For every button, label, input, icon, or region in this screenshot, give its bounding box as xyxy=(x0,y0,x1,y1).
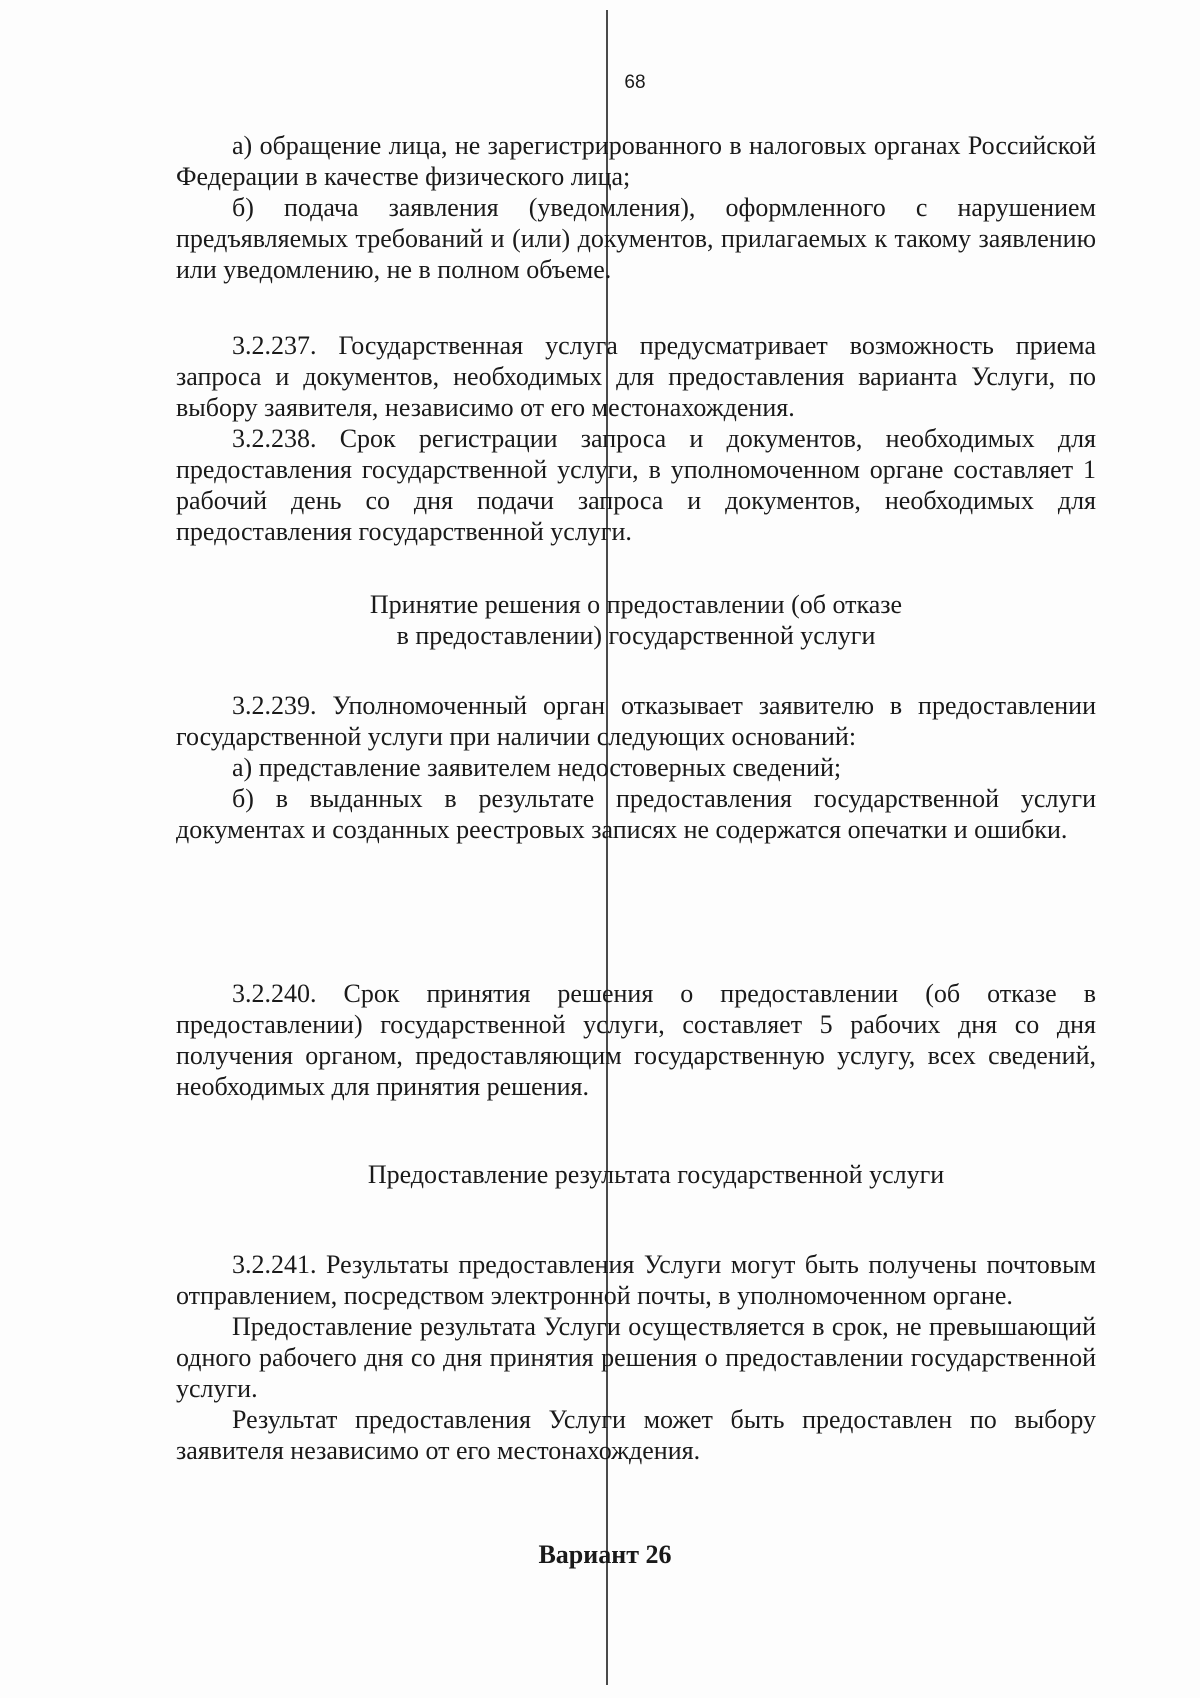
paragraph-3-2-241: 3.2.241. Результаты предоставления Услуги могут быть получены почтовым отправлением, посредством электронной почты, в уполномоченном органе. xyxy=(176,1250,1096,1310)
paragraph-3-2-237: 3.2.237. Государственная услуга предусматривает возможность приема запроса и документов, необходимых для предоставления варианта Услуги, по выбору заявителя, независимо от его местонахождения. xyxy=(176,331,1096,422)
list-item: а) представление заявителем недостоверных сведений; xyxy=(232,753,842,782)
section-heading-decision xyxy=(176,589,1096,651)
list-item: а) обращение лица, не зарегистрированного в налоговых органах Российской Федерации в качестве физического лица; xyxy=(176,131,1096,191)
page-number: 68 xyxy=(624,72,646,93)
paragraph-3-2-240: 3.2.240. Срок принятия решения о предоставлении (об отказе в предоставлении) государственной услуги, составляет 5 рабочих дня со дня получения органом, предоставляющим государственную услугу, всех сведений, необходимых для принятия решения. xyxy=(176,979,1096,1101)
refusal-grounds-list xyxy=(176,130,1096,285)
paragraph-3-2-238: 3.2.238. Срок регистрации запроса и документов, необходимых для предоставления государственной услуги, в уполномоченном органе составляет 1 рабочий день со дня подачи запроса и документов, необходимых для предоставления государственной услуги. xyxy=(176,424,1096,546)
paragraph-result-choice: Результат предоставления Услуги может быть предоставлен по выбору заявителя независимо от его местонахождения. xyxy=(176,1405,1096,1465)
paragraph-result-deadline: Предоставление результата Услуги осуществляется в срок, не превышающий одного рабочего дня со дня принятия решения о предоставлении государственной услуги. xyxy=(176,1312,1096,1403)
heading-line: в предоставлении) государственной услуги xyxy=(396,621,876,650)
variant-title: Вариант 26 xyxy=(538,1540,672,1569)
result-section xyxy=(176,1249,1096,1466)
paragraph-3-2-239: 3.2.239. Уполномоченный орган отказывает заявителю в предоставлении государственной услуги при наличии следующих оснований: xyxy=(176,691,1096,751)
registration-section xyxy=(176,330,1096,547)
list-item: б) в выданных в результате предоставления государственной услуги документах и созданных реестровых записях не содержатся опечатки и ошибки. xyxy=(176,784,1096,844)
decision-deadline-section xyxy=(176,978,1096,1102)
decision-section xyxy=(176,690,1096,845)
heading-line: Принятие решения о предоставлении (об отказе xyxy=(369,590,903,619)
section-heading-result: Предоставление результата государственной услуги xyxy=(367,1160,945,1189)
list-item: б) подача заявления (уведомления), оформленного с нарушением предъявляемых требований и (или) документов, прилагаемых к такому заявлению или уведомлению, не в полном объеме. xyxy=(176,193,1096,284)
